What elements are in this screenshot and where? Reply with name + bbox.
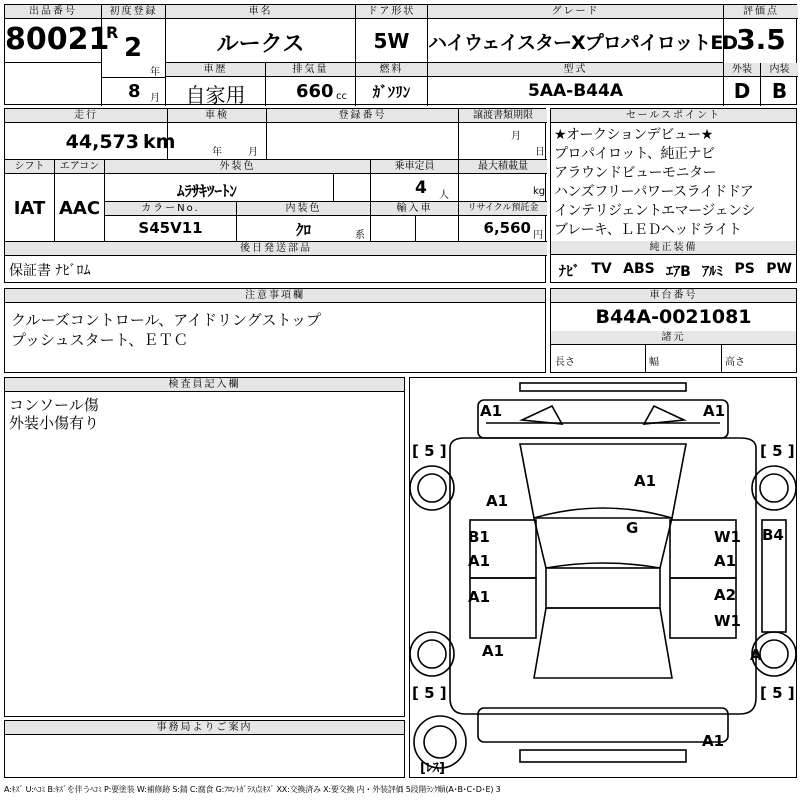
transfer-month-unit: 月 — [511, 131, 521, 142]
notes-section — [4, 288, 546, 373]
mark-front-door-right-1: W1 — [714, 528, 741, 546]
recycle-label: リサイクル預託金 — [459, 202, 547, 216]
mark-tire-fl: [ 5 ] — [412, 442, 447, 460]
inspection-cell — [168, 109, 267, 159]
mark-pillar-right: B4 — [762, 526, 784, 544]
int-color: ｸﾛ — [295, 221, 311, 239]
color-no-cell — [105, 201, 237, 241]
first-reg-cell — [102, 5, 166, 106]
mark-quarter-left: A1 — [482, 642, 505, 660]
capacity-label: 乗車定員 — [371, 160, 458, 174]
legend: A:ｷｽﾞ U:ﾍｺﾐ B:ｷｽﾞを伴うﾍｺﾐ P:要塗装 W:補修跡 S:錆 C:腐食 G:ﾌﾛﾝﾄｶﾞﾗｽ点ｷｽﾞ XX:交換済み X:要交換 内・外装評価 5段階ﾗﾝｸ順(A･B･C･D･E) 3 — [4, 785, 501, 794]
mark-front-left: A1 — [480, 402, 503, 420]
damage-diagram — [409, 377, 797, 778]
equipment-item: PS — [734, 261, 755, 277]
import-label: 輸入車 — [371, 202, 458, 216]
header-section — [4, 4, 797, 105]
mark-rear: A1 — [702, 732, 725, 750]
registration-cell — [267, 109, 459, 159]
model-cell — [428, 63, 724, 106]
sales-point-line: ブレーキ、ＬＥＤヘッドライト — [554, 222, 742, 238]
max-load-label: 最大積載量 — [459, 160, 547, 174]
lot-cell — [5, 5, 110, 62]
ext-color-cell — [105, 159, 371, 201]
transfer-label: 譲渡書類期限 — [459, 109, 547, 123]
width-label: 幅 — [649, 357, 659, 368]
mark-rear-door-right-1: A2 — [714, 586, 737, 604]
fuel-cell — [356, 63, 428, 106]
chassis-label: 車台番号 — [551, 289, 796, 303]
color-no: S45V11 — [138, 219, 203, 237]
sales-point-line: アラウンドビューモニター — [554, 165, 716, 181]
capacity-cell — [371, 159, 459, 201]
registration-label: 登録番号 — [267, 109, 458, 123]
color-no-label: カラーNo. — [105, 202, 236, 216]
exterior-grade: D — [733, 79, 751, 103]
equipment-item: PW — [766, 261, 792, 277]
displacement: 660 — [296, 81, 334, 102]
score: 3.5 — [736, 23, 786, 56]
fuel: ｶﾞｿﾘﾝ — [372, 83, 411, 101]
ac: AAC — [58, 198, 101, 219]
equipment-item: ｱﾙﾐ — [702, 264, 724, 280]
equipment-item: TV — [591, 261, 612, 277]
sales-points-label: セールスポイント — [551, 109, 796, 123]
interior-cell — [761, 63, 798, 106]
chassis-number: B44A-0021081 — [595, 306, 752, 328]
chassis-section — [550, 288, 797, 373]
score-label: 評価点 — [724, 5, 798, 19]
displacement-cell — [266, 63, 356, 106]
max-load-cell — [459, 159, 547, 201]
shift: IAT — [13, 198, 46, 219]
ext-color-label: 外装色 — [105, 160, 370, 174]
equipment-label: 純正装備 — [551, 241, 796, 255]
import-cell — [371, 201, 459, 241]
exterior-label: 外装 — [724, 63, 760, 77]
equipment-item: ｴｱB — [666, 264, 691, 280]
later-parts-cell — [5, 241, 547, 284]
reg-month: 8 — [128, 81, 141, 102]
inspector-line-1: コンソール傷 — [9, 396, 99, 414]
recycle-unit: 円 — [533, 230, 543, 241]
shift-label: シフト — [5, 160, 54, 174]
height-label: 高さ — [725, 357, 745, 368]
model-label: 型式 — [428, 63, 723, 77]
car-name: ルークス — [216, 32, 305, 57]
inspector-line-2: 外装小傷有り — [9, 414, 100, 432]
transfer-day-unit: 日 — [535, 147, 545, 158]
lot-blank — [5, 62, 102, 106]
inspection-year-unit: 年 — [212, 147, 222, 158]
transfer-cell — [459, 109, 547, 159]
interior-label: 内装 — [761, 63, 798, 77]
model: 5AA-B44A — [528, 81, 623, 101]
era: R — [106, 23, 119, 42]
mark-windshield: G — [626, 519, 639, 537]
inspector-section — [4, 377, 405, 717]
exterior-cell — [724, 63, 761, 106]
sales-points-section — [550, 108, 797, 283]
mileage-cell — [5, 109, 176, 159]
notes-label: 注意事項欄 — [5, 289, 545, 303]
history-cell — [166, 63, 266, 106]
office-label: 事務局よりご案内 — [5, 721, 404, 735]
lot-label: 出品番号 — [5, 5, 101, 19]
mark-spare: [ﾚｽ] — [420, 761, 445, 776]
car-name-cell — [166, 5, 356, 63]
mark-front-door-right-2: A1 — [714, 552, 737, 570]
mark-front-door-left-1: B1 — [468, 528, 490, 546]
ac-label: エアコン — [55, 160, 104, 174]
history: 自家用 — [185, 83, 246, 107]
inspection-label: 車検 — [168, 109, 266, 123]
inspection-month-unit: 月 — [248, 147, 258, 158]
sales-point-line: プロパイロット、純正ナビ — [554, 146, 715, 162]
grade: ハイウェイスターXプロパイロットED — [428, 32, 738, 54]
door-type: 5W — [373, 29, 410, 53]
details-section — [4, 108, 546, 283]
int-color-unit: 系 — [355, 230, 365, 241]
mark-hood: A1 — [634, 472, 657, 490]
displacement-unit: cc — [336, 91, 347, 102]
int-color-label: 内装色 — [237, 202, 370, 216]
mark-wheel-rr: A — [750, 646, 762, 664]
ac-cell — [55, 159, 105, 241]
mileage: 44,573 — [65, 131, 139, 153]
displacement-label: 排気量 — [266, 63, 355, 77]
mileage-label: 走行 — [5, 109, 167, 123]
reg-year: 2 — [124, 33, 143, 63]
shift-cell — [5, 159, 55, 241]
office-section — [4, 720, 405, 778]
mileage-unit: km — [143, 131, 176, 153]
notes-line-1: クルーズコントロール、アイドリングストップ — [11, 311, 322, 329]
equipment-list — [559, 261, 792, 281]
first-reg-label: 初度登録 — [102, 5, 165, 19]
sales-point-line: インテリジェントエマージェンシ — [554, 203, 755, 219]
capacity: 4 — [415, 178, 427, 198]
car-name-label: 車名 — [166, 5, 355, 19]
reg-month-unit: 月 — [150, 93, 160, 104]
recycle: 6,560 — [483, 219, 531, 237]
grade-label: グレード — [428, 5, 723, 19]
later-parts-label: 後日発送部品 — [5, 242, 547, 256]
car-diagram-svg — [410, 378, 796, 777]
inspector-label: 検査員記入欄 — [5, 378, 404, 392]
capacity-unit: 人 — [439, 190, 449, 201]
recycle-cell — [459, 201, 547, 241]
mark-fender-left: A1 — [486, 492, 509, 510]
mark-tire-rl: [ 5 ] — [412, 684, 447, 702]
specs-label: 諸元 — [551, 331, 796, 345]
equipment-item: ABS — [623, 261, 655, 277]
reg-year-unit: 年 — [150, 67, 160, 78]
equipment-item: ﾅﾋﾞ — [559, 264, 580, 280]
door-cell — [356, 5, 428, 63]
mark-front-right: A1 — [703, 402, 726, 420]
mark-tire-rr: [ 5 ] — [760, 684, 795, 702]
score-cell — [724, 5, 798, 63]
lot-number: 80021 — [5, 22, 110, 57]
mark-front-door-left-2: A1 — [468, 552, 491, 570]
int-color-cell — [237, 201, 371, 241]
history-label: 車歴 — [166, 63, 265, 77]
mark-rear-door-left: A1 — [468, 588, 491, 606]
max-load-unit: kg — [533, 186, 546, 197]
mark-tire-fr: [ 5 ] — [760, 442, 795, 460]
later-parts: 保証書 ﾅﾋﾞﾛﾑ — [9, 263, 91, 279]
fuel-label: 燃料 — [356, 63, 427, 77]
door-label: ドア形状 — [356, 5, 427, 19]
notes-line-2: プッシュスタート、ＥＴＣ — [11, 331, 189, 349]
sales-points-list — [554, 126, 796, 240]
sales-point-line: ★オークションデビュー★ — [554, 127, 713, 143]
length-label: 長さ — [555, 357, 575, 368]
grade-cell — [428, 5, 738, 63]
interior-grade: B — [771, 79, 788, 103]
mark-rear-door-right-2: W1 — [714, 612, 741, 630]
ext-color: ﾑﾗｻｷﾂｰﾄﾝ — [177, 182, 238, 200]
sales-point-line: ハンズフリーパワースライドドア — [554, 184, 754, 200]
